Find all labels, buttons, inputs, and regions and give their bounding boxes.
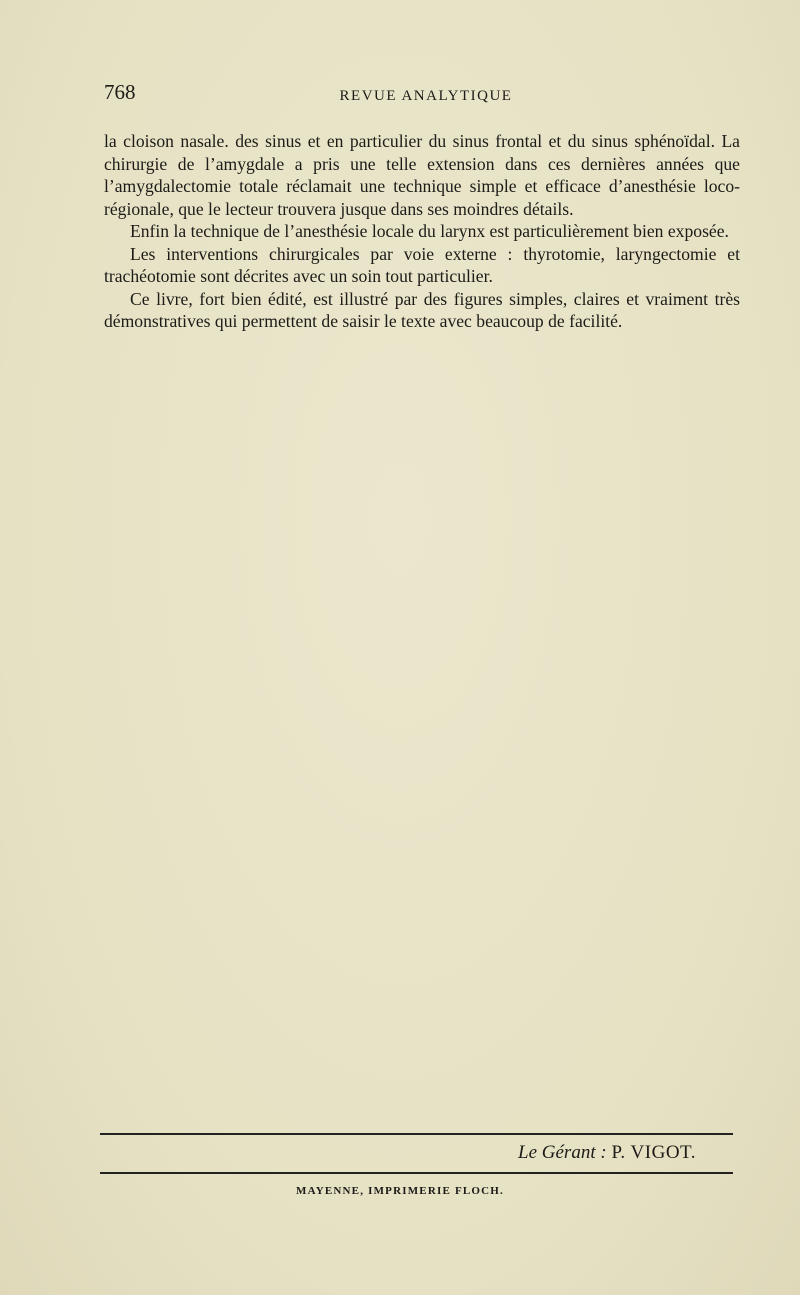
footer-rule-bottom [100,1172,733,1174]
paragraph-4: Ce livre, fort bien édité, est illustré par des figures simples, claires et vraiment très démonstratives qui permettent de saisir le texte avec beaucoup de facilité. [104,288,740,331]
paragraph-2: Enfin la technique de l’anesthésie locale du larynx est particulièrement bien exposée. [130,221,729,241]
running-head: REVUE ANALYTIQUE [339,88,513,104]
gerant-signature [518,1142,696,1164]
paragraph-3: Les interventions chirurgicales par voie externe : thyrotomie, laryngectomie et trachéotomie sont décrites avec un soin tout particulier. [104,243,740,286]
page-header [104,80,738,110]
footer-rule-top [100,1133,733,1135]
body-text [104,130,740,333]
gerant-label: Le Gérant : [518,1142,607,1163]
printer-imprint: MAYENNE, IMPRIMERIE FLOCH. [295,1185,505,1197]
gerant-name: P. VIGOT. [611,1142,696,1163]
paragraph-1: la cloison nasale. des sinus et en particulier du sinus frontal et du sinus sphénoïdal. La chirurgie de l’amygdale a pris une telle extension dans ces dernières années que l’amygdalectomie totale réclamait une technique simple et efficace d’anesthésie loco-régionale, que le lecteur trouvera jusque dans ses moindres détails. [104,131,740,219]
page-number: 768 [104,80,136,104]
